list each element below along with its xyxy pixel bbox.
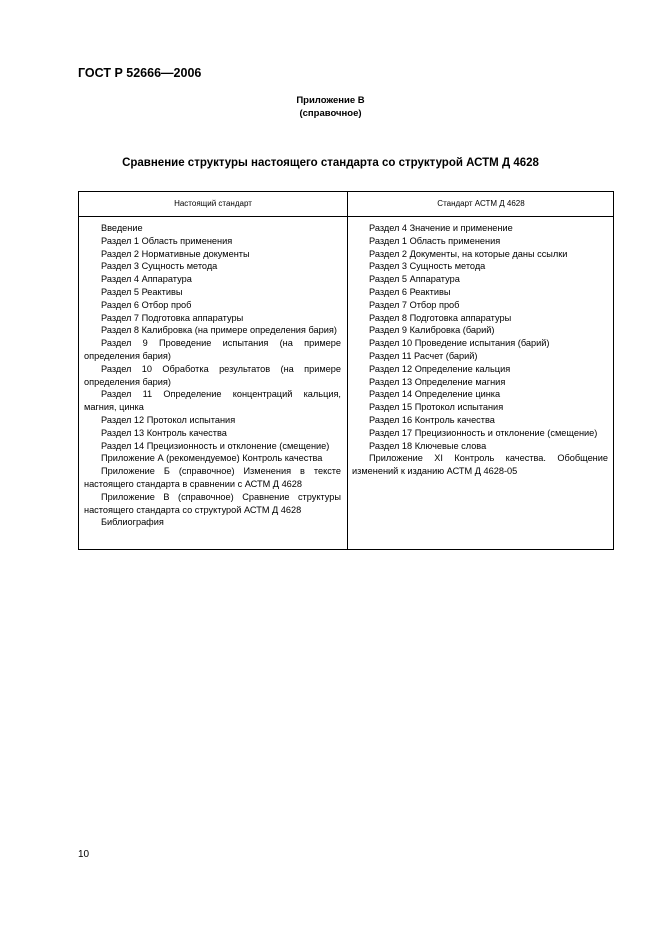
column-header-current-standard: Настоящий стандарт [174, 199, 252, 208]
table-entry: Библиография [101, 517, 164, 528]
comparison-table [78, 191, 614, 550]
table-entry: Раздел 1 Область применения [369, 235, 501, 246]
appendix-title: Приложение В [296, 95, 365, 106]
header-divider [79, 216, 613, 217]
table-entry: Раздел 12 Протокол испытания [101, 414, 236, 425]
document-code: ГОСТ Р 52666—2006 [78, 66, 202, 80]
table-entry: Раздел 14 Определение цинка [369, 389, 501, 400]
table-entry: Раздел 7 Подготовка аппаратуры [101, 312, 244, 323]
table-entry: Раздел 13 Контроль качества [101, 427, 227, 438]
table-entry: Раздел 14 Прецизионность и отклонение (смещение) [101, 440, 330, 451]
table-entry: Приложение А (рекомендуемое) Контроль качества [101, 453, 323, 464]
current-standard-column [84, 222, 341, 529]
column-divider [347, 192, 348, 549]
table-entry: Раздел 3 Сущность метода [101, 261, 218, 272]
table-entry: Раздел 11 Определение концентраций кальция, магния, цинка [84, 389, 341, 413]
table-entry: Раздел 9 Калибровка (барий) [369, 325, 495, 336]
table-entry: Раздел 17 Прецизионность и отклонение (смещение) [369, 427, 598, 438]
table-entry: Раздел 10 Проведение испытания (барий) [369, 338, 550, 349]
table-entry: Раздел 13 Определение магния [369, 376, 506, 387]
table-entry: Приложение Б (справочное) Изменения в тексте настоящего стандарта в сравнении с АСТМ Д 4628 [84, 466, 341, 489]
table-entry: Приложение В (справочное) Сравнение структуры настоящего стандарта со структурой АСТМ Д 4628 [84, 491, 341, 515]
table-entry: Раздел 9 Проведение испытания (на примере определения бария) [84, 338, 341, 361]
table-entry: Приложение XI Контроль качества. Обобщение изменений к изданию АСТМ Д 4628-05 [352, 453, 608, 477]
table-entry: Раздел 10 Обработка результатов (на примере определения бария) [84, 363, 341, 387]
table-entry: Раздел 8 Калибровка (на примере определения бария) [101, 325, 337, 336]
table-entry: Раздел 11 Расчет (барий) [369, 350, 478, 361]
table-entry: Раздел 18 Ключевые слова [369, 440, 487, 451]
table-entry: Раздел 4 Значение и применение [369, 223, 513, 233]
appendix-subtitle: (справочное) [299, 108, 362, 119]
column-header-astm-standard: Стандарт АСТМ Д 4628 [437, 199, 525, 208]
table-entry: Раздел 12 Определение кальция [369, 363, 511, 374]
table-entry: Раздел 4 Аппаратура [101, 274, 192, 285]
table-entry: Раздел 7 Отбор проб [369, 299, 460, 310]
table-entry: Раздел 2 Документы, на которые даны ссылки [369, 248, 568, 259]
page-number: 10 [78, 849, 90, 860]
table-entry: Введение [101, 223, 143, 233]
table-entry: Раздел 1 Область применения [101, 235, 233, 246]
table-entry: Раздел 5 Реактивы [101, 286, 183, 297]
table-entry: Раздел 3 Сущность метода [369, 261, 486, 272]
table-entry: Раздел 6 Отбор проб [101, 299, 192, 310]
table-entry: Раздел 15 Протокол испытания [369, 402, 504, 413]
table-entry: Раздел 8 Подготовка аппаратуры [369, 312, 512, 323]
table-entry: Раздел 2 Нормативные документы [101, 248, 250, 259]
table-entry: Раздел 6 Реактивы [369, 286, 451, 297]
astm-standard-column [352, 222, 608, 478]
table-entry: Раздел 16 Контроль качества [369, 414, 495, 425]
table-entry: Раздел 5 Аппаратура [369, 274, 460, 285]
table-title: Сравнение структуры настоящего стандарта со структурой АСТМ Д 4628 [122, 157, 539, 169]
